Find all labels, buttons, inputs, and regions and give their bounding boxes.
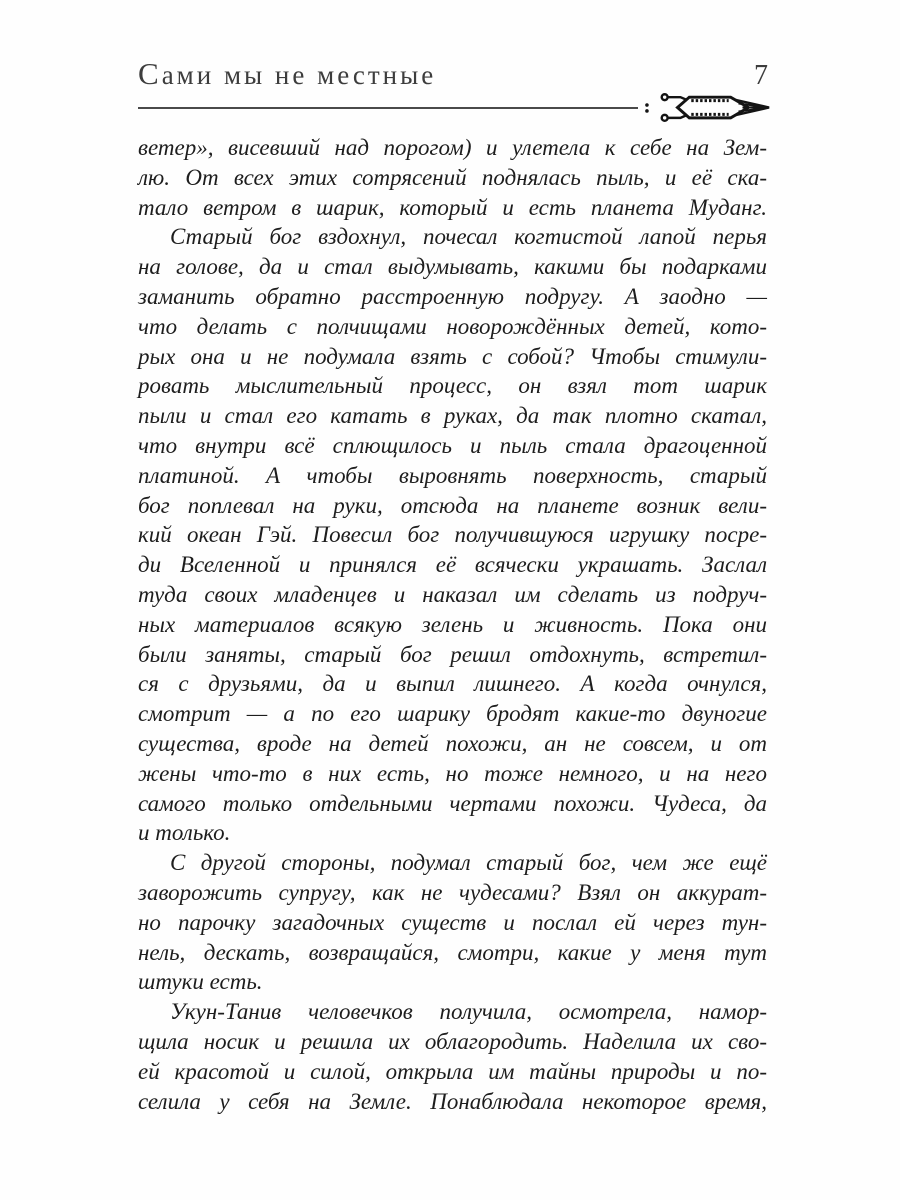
text-line: Укун-Танив человечков получила, осмотрела, намор-: [170, 999, 767, 1025]
header-rule: [138, 107, 638, 109]
text-line: щила носик и решила их облагородить. Наделила их сво-: [138, 1028, 767, 1054]
text-line: рых она и не подумала взять с собой? Чтобы стимули-: [138, 343, 767, 369]
body-text: [138, 133, 767, 1116]
text-line: туда своих младенцев и наказал им сделать из подруч-: [138, 581, 767, 607]
text-line: пыли и стал его катать в руках, да так плотно скатал,: [138, 403, 767, 429]
text-line: существа, вроде на детей похожи, ан не совсем, и от: [138, 730, 767, 756]
text-line: тало ветром в шарик, который и есть планета Муданг.: [138, 194, 767, 220]
text-line: и только.: [138, 820, 231, 846]
text-line: что внутри всё сплющилось и пыль стала драгоценной: [138, 432, 767, 458]
text-line: самого только отдельными чертами похожи. Чудеса, да: [138, 790, 767, 816]
text-line: смотрит — а по его шарику бродят какие-то двуногие: [138, 701, 767, 727]
paragraph: [138, 848, 767, 997]
text-line: Старый бог вздохнул, почесал когтистой лапой перья: [170, 224, 767, 250]
text-line: заворожить супругу, как не чудесами? Взял он аккурат-: [138, 879, 767, 905]
text-line: ветер», висевший над порогом) и улетела к себе на Зем-: [138, 135, 767, 160]
text-line: ей красотой и силой, открыла им тайны природы и по-: [138, 1058, 767, 1084]
running-head: [138, 56, 768, 92]
page-number: 7: [754, 60, 768, 91]
text-line: платиной. А чтобы выровнять поверхность, старый: [138, 462, 767, 488]
text-line: что делать с полчищами новорождённых детей, кото-: [138, 313, 767, 339]
text-line: заманить обратно расстроенную подругу. А заодно —: [138, 283, 767, 309]
text-line: ровать мыслительный процесс, он взял тот шарик: [138, 373, 767, 399]
text-line: бог поплевал на руки, отсюда на планете возник вели-: [138, 492, 767, 518]
header-rule-row: [138, 88, 772, 128]
text-line: селила у себя на Земле. Понаблюдала некоторое время,: [138, 1088, 767, 1114]
text-line: ных материалов всякую зелень и живность. Пока они: [138, 611, 767, 637]
paragraph: [138, 222, 767, 848]
paragraph: [138, 133, 767, 222]
paragraph: [138, 997, 767, 1116]
text-line: штуки есть.: [138, 969, 263, 995]
text-line: кий океан Гэй. Повесил бог получившуюся игрушку посре-: [138, 522, 767, 548]
dagger-ornament-icon: [644, 88, 772, 128]
text-line: были заняты, старый бог решил отдохнуть, встретил-: [138, 641, 767, 667]
text-line: ди Вселенной и принялся её всячески украшать. Заслал: [138, 552, 767, 578]
text-line: С другой стороны, подумал старый бог, чем же ещё: [170, 850, 767, 876]
text-line: нель, дескать, возвращайся, смотри, какие у меня тут: [138, 939, 767, 965]
text-line: но парочку загадочных существ и послал ей через тун-: [138, 909, 767, 935]
text-line: лю. От всех этих сотрясений поднялась пыль, и её ска-: [138, 164, 767, 190]
text-line: ся с друзьями, да и выпил лишнего. А когда очнулся,: [138, 671, 767, 697]
text-line: жены что-то в них есть, но тоже немного, и на него: [138, 760, 767, 786]
running-title: Сами мы не местные: [138, 56, 437, 91]
text-line: на голове, да и стал выдумывать, какими бы подарками: [138, 254, 767, 280]
